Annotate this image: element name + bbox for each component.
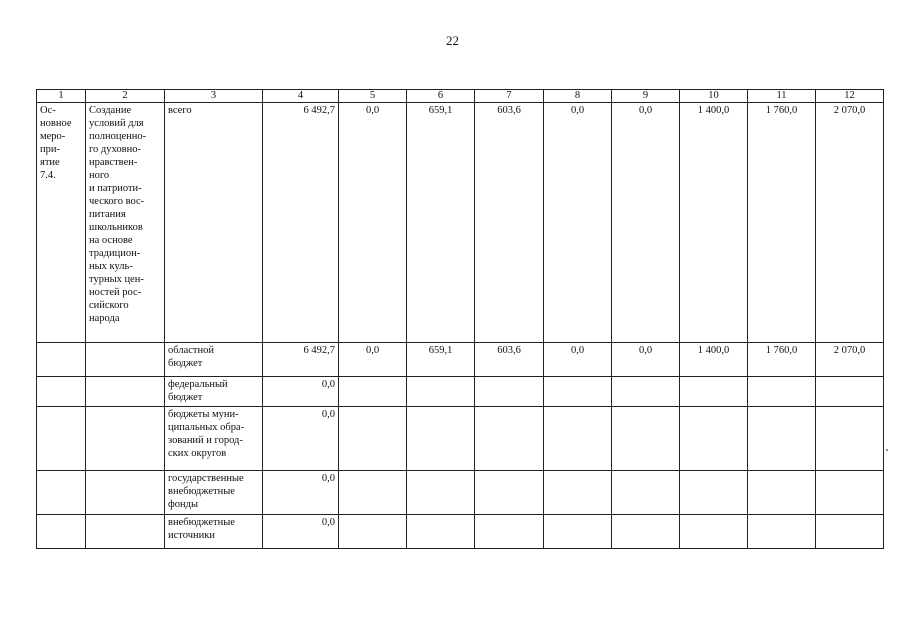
- value-cell: [680, 377, 748, 407]
- value-cell: [612, 377, 680, 407]
- funding-source: внебюджетные источники: [165, 515, 263, 549]
- empty-cell: [37, 407, 86, 471]
- value-cell: 0,0: [263, 377, 339, 407]
- header-cell: 11: [748, 90, 816, 103]
- empty-cell: [37, 343, 86, 377]
- value-cell: 1 760,0: [748, 103, 816, 343]
- value-cell: [748, 407, 816, 471]
- value-cell: [339, 471, 407, 515]
- value-cell: [407, 377, 475, 407]
- empty-cell: [86, 407, 165, 471]
- funding-source: федеральный бюджет: [165, 377, 263, 407]
- value-cell: 6 492,7: [263, 103, 339, 343]
- value-cell: 0,0: [612, 103, 680, 343]
- value-cell: 0,0: [544, 103, 612, 343]
- value-cell: [748, 377, 816, 407]
- scan-speck: [886, 449, 888, 451]
- value-cell: [544, 377, 612, 407]
- page-number: 22: [446, 33, 459, 48]
- table-row: [37, 377, 884, 407]
- value-cell: [816, 515, 884, 549]
- header-cell: 5: [339, 90, 407, 103]
- value-cell: 1 400,0: [680, 343, 748, 377]
- header-cell: 2: [86, 90, 165, 103]
- value-cell: [680, 471, 748, 515]
- funding-source: государственные внебюджетные фонды: [165, 471, 263, 515]
- value-cell: 6 492,7: [263, 343, 339, 377]
- value-cell: [339, 407, 407, 471]
- value-cell: 0,0: [263, 471, 339, 515]
- value-cell: [475, 471, 544, 515]
- value-cell: [339, 515, 407, 549]
- funding-table: [36, 89, 884, 549]
- value-cell: 0,0: [339, 343, 407, 377]
- header-cell: 1: [37, 90, 86, 103]
- table-row: [37, 343, 884, 377]
- value-cell: [544, 471, 612, 515]
- table-row: [37, 103, 884, 343]
- funding-source: всего: [165, 103, 263, 343]
- value-cell: [748, 515, 816, 549]
- value-cell: 603,6: [475, 343, 544, 377]
- value-cell: [407, 515, 475, 549]
- value-cell: [816, 407, 884, 471]
- value-cell: [407, 407, 475, 471]
- value-cell: 659,1: [407, 343, 475, 377]
- table-row: [37, 515, 884, 549]
- value-cell: [475, 407, 544, 471]
- value-cell: [407, 471, 475, 515]
- value-cell: 0,0: [339, 103, 407, 343]
- value-cell: [475, 377, 544, 407]
- value-cell: [612, 407, 680, 471]
- header-cell: 9: [612, 90, 680, 103]
- funding-source: бюджеты муни- ципальных обра- зований и город- ских округов: [165, 407, 263, 471]
- header-cell: 12: [816, 90, 884, 103]
- header-row: [37, 90, 884, 103]
- value-cell: [544, 515, 612, 549]
- header-cell: 7: [475, 90, 544, 103]
- header-cell: 3: [165, 90, 263, 103]
- value-cell: 659,1: [407, 103, 475, 343]
- empty-cell: [37, 471, 86, 515]
- table-row: [37, 471, 884, 515]
- value-cell: 2 070,0: [816, 103, 884, 343]
- value-cell: 0,0: [612, 343, 680, 377]
- value-cell: 2 070,0: [816, 343, 884, 377]
- empty-cell: [86, 471, 165, 515]
- value-cell: [339, 377, 407, 407]
- value-cell: [680, 515, 748, 549]
- empty-cell: [37, 515, 86, 549]
- value-cell: [475, 515, 544, 549]
- value-cell: 1 760,0: [748, 343, 816, 377]
- value-cell: [816, 471, 884, 515]
- value-cell: 1 400,0: [680, 103, 748, 343]
- funding-source: областной бюджет: [165, 343, 263, 377]
- empty-cell: [86, 515, 165, 549]
- value-cell: [680, 407, 748, 471]
- header-cell: 4: [263, 90, 339, 103]
- header-cell: 6: [407, 90, 475, 103]
- header-cell: 8: [544, 90, 612, 103]
- value-cell: [544, 407, 612, 471]
- value-cell: 603,6: [475, 103, 544, 343]
- value-cell: [612, 515, 680, 549]
- value-cell: [816, 377, 884, 407]
- table-row: [37, 407, 884, 471]
- empty-cell: [37, 377, 86, 407]
- value-cell: 0,0: [263, 407, 339, 471]
- measure-code: Ос- новное меро- при- ятие 7.4.: [37, 103, 86, 343]
- empty-cell: [86, 377, 165, 407]
- header-cell: 10: [680, 90, 748, 103]
- value-cell: 0,0: [544, 343, 612, 377]
- value-cell: [748, 471, 816, 515]
- value-cell: [612, 471, 680, 515]
- value-cell: 0,0: [263, 515, 339, 549]
- empty-cell: [86, 343, 165, 377]
- measure-name: Создание условий для полноценно- го духовно- нравствен- ного и патриоти- ческого вос- питания школьников на основе традицион- ных куль- турных цен- ностей рос- сийского народа: [86, 103, 165, 343]
